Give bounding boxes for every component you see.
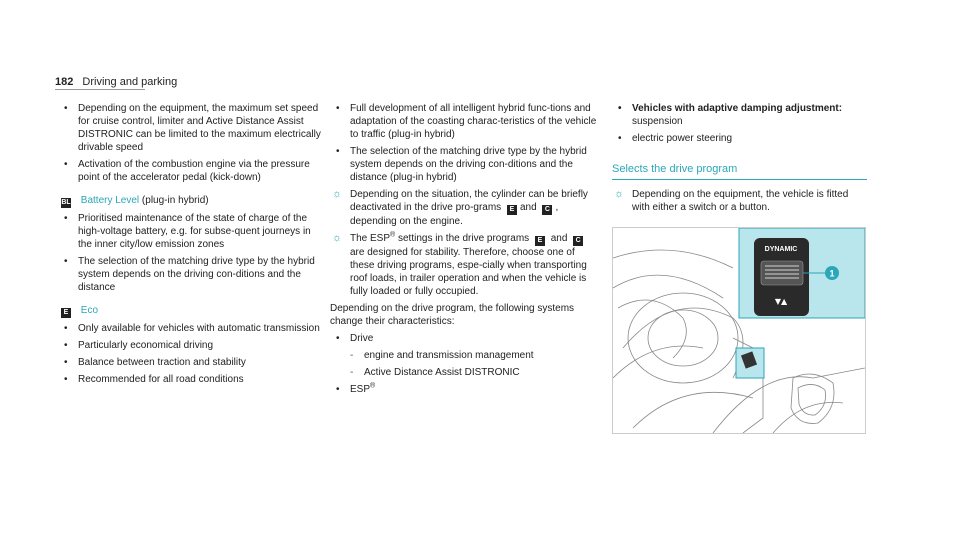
list-item: • electric power steering [612,132,867,145]
page-header [55,76,177,89]
note-cylinder [330,188,600,228]
note-text: and [550,233,568,244]
eco-title: Eco [80,305,99,316]
list-item: • The selection of the matching drive type by the hybrid system depends on the driving con-ditions and the distance [58,255,323,294]
info-icon: ☼ [332,232,343,244]
comfort-key-icon: C [573,236,583,246]
dynamic-label: DYNAMIC [764,246,798,253]
list-item: • Drive [330,332,600,345]
list-item: • Depending on the equipment, the maximum set speed for cruise control, limiter and Active Distance Assist DISTRONIC can be limited to the maximum electrically drivable speed [58,102,323,154]
note-esp [330,232,600,298]
battery-level-section [58,194,323,208]
callout-number: 1 [829,268,835,279]
eco-icon: E [61,308,71,318]
list-item: • Only available for vehicles with automatic transmission [58,322,323,335]
column-1 [58,102,323,390]
list-item: • Full development of all intelligent hybrid func-tions and adaptation of the coasting charac-teristics of the vehicle to traffic (plug-in hybrid) [330,102,600,141]
drive-program-switch-illustration [612,227,866,434]
section-title: Driving and parking [82,76,178,88]
paragraph: Depending on the drive program, the following systems change their characteristics: [330,303,575,327]
registered-mark: ® [370,382,376,390]
note-text: are designed for stability. Therefore, choose one of these driving programs, espe-cially when transporting roof loads, in trailer operation and when the vehicle is fully loaded or fully occupied. [350,247,587,297]
eco-key-icon: E [535,236,545,246]
info-icon: ☼ [614,188,625,200]
comfort-key-icon: C [542,205,552,215]
list-item: • The selection of the matching drive type by the hybrid system depends on the driving con-ditions and the distance (plug-in hybrid) [330,145,600,184]
header-divider [55,89,145,90]
column-2 [330,102,600,400]
eco-section [58,304,323,318]
battery-level-icon: BL [61,199,71,206]
note-text: The ESP [350,233,391,244]
sub-list-item: - engine and transmission management [330,349,600,362]
list-item: • Vehicles with adaptive damping adjustment: [612,102,867,115]
list-item: • Particularly economical driving [58,339,323,352]
page-number: 182 [55,76,74,88]
section-heading: Selects the drive program [612,163,867,180]
battery-level-title: Battery Level [80,195,140,206]
list-item: • Recommended for all road conditions [58,373,323,386]
list-item: • Prioritised maintenance of the state of charge of the high-voltage battery, e.g. for subse-quent journeys in the inner city/low emission zones [58,212,323,251]
info-icon: ☼ [332,188,343,200]
console-drawing [613,228,865,433]
note-text: Depending on the equipment, the vehicle is fitted with either a switch or a button. [632,189,849,213]
note-text: and [519,202,537,213]
esp-label: ESP [350,384,371,395]
registered-mark: ® [390,231,396,239]
battery-level-suffix: (plug-in hybrid) [139,195,209,206]
note-text: settings in the drive programs [395,233,530,244]
note-text: , depending on the engine. [350,202,559,227]
list-item [330,383,600,396]
list-item: • Balance between traction and stability [58,356,323,369]
arrows-label: ▼▲ [774,297,788,306]
note-text: Depending on the situation, the cylinder can be briefly deactivated in the drive pro-grams [350,189,588,213]
column-3 [612,102,867,218]
eco-key-icon: E [507,205,517,215]
list-item-subtext: suspension [632,116,683,127]
list-item: • Activation of the combustion engine via the pressure point of the accelerator pedal (kick-down) [58,158,323,184]
sub-list-item: - Active Distance Assist DISTRONIC [330,366,600,379]
note-equipment [612,188,867,214]
